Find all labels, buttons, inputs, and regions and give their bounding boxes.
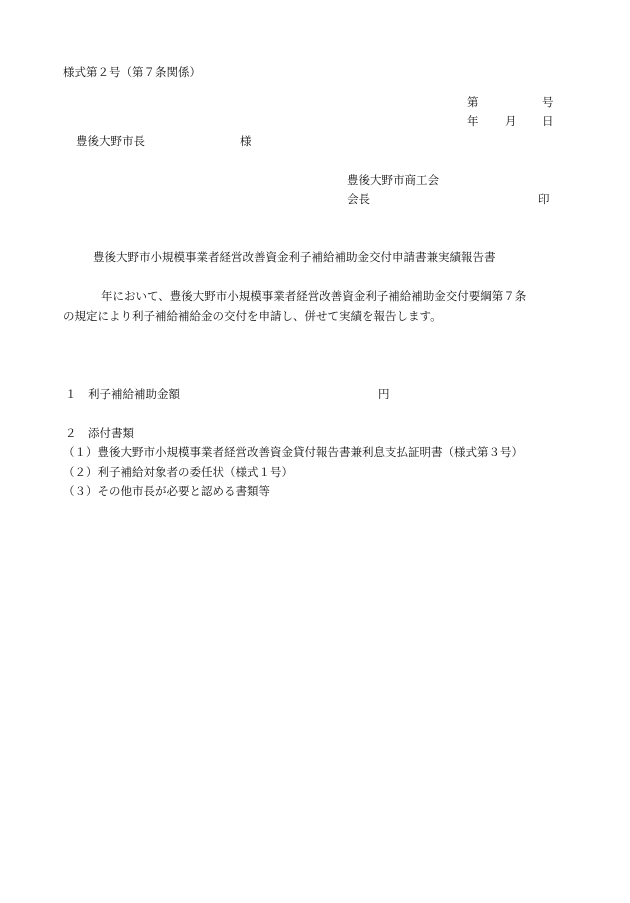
item2-number: ２ [65,426,77,440]
applicant-title: 会長 [347,192,370,206]
addressee-name: 豊後大野市長 [76,134,145,148]
document-title: 豊後大野市小規模事業者経営改善資金利子補給補助金交付申請書兼実績報告書 [93,250,496,264]
attachment-item: （３）その他市長が必要と認める書類等 [63,484,270,498]
attachment-item: （２）利子補給対象者の委任状（様式１号） [63,465,293,479]
body-line-1: 年において、豊後大野市小規模事業者経営改善資金利子補給補助金交付要綱第７条 [101,289,527,303]
seal-mark: 印 [538,192,550,206]
addressee-honorific: 様 [240,134,252,148]
attachment-item: （１）豊後大野市小規模事業者経営改善資金貸付報告書兼利息支払証明書（様式第３号） [63,445,523,459]
item1-label: 利子補給補助金額 [88,387,180,401]
item1-number: １ [65,387,77,401]
applicant-org: 豊後大野市商工会 [347,173,439,187]
date-year: 年 [467,114,479,128]
item2-label: 添付書類 [88,426,134,440]
body-line-2: の規定により利子補給補給金の交付を申請し、併せて実績を報告します。 [63,309,442,323]
doc-number-prefix: 第 [467,95,479,109]
form-number: 様式第２号（第７条関係） [63,65,201,79]
doc-number-suffix: 号 [542,95,554,109]
item1-unit: 円 [378,387,390,401]
date-day: 日 [542,114,554,128]
date-month: 月 [505,114,517,128]
